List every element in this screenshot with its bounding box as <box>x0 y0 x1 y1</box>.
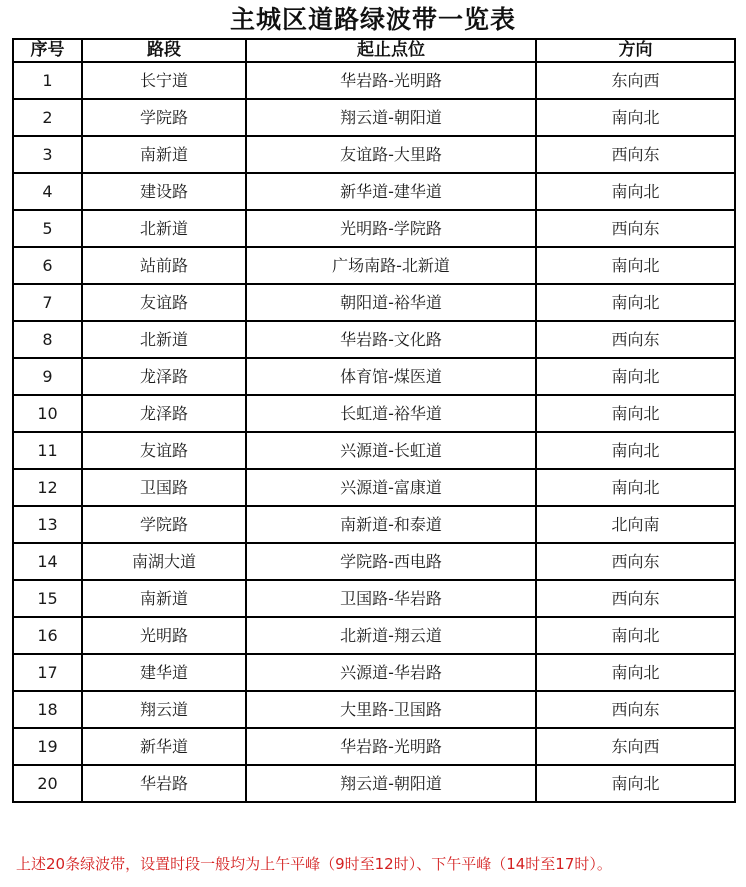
table-body <box>13 62 735 802</box>
cell-index: 20 <box>13 765 82 802</box>
cell-road: 北新道 <box>82 321 246 358</box>
cell-direction: 南向北 <box>536 654 735 691</box>
cell-road: 龙泽路 <box>82 358 246 395</box>
cell-direction: 西向东 <box>536 210 735 247</box>
table-row <box>13 765 735 802</box>
column-header-direction: 方向 <box>536 39 735 62</box>
table-row <box>13 210 735 247</box>
cell-direction: 南向北 <box>536 469 735 506</box>
table-row <box>13 469 735 506</box>
table-row <box>13 432 735 469</box>
cell-road: 翔云道 <box>82 691 246 728</box>
table-row <box>13 580 735 617</box>
cell-endpoints: 兴源道-富康道 <box>246 469 536 506</box>
cell-endpoints: 华岩路-文化路 <box>246 321 536 358</box>
cell-index: 5 <box>13 210 82 247</box>
cell-endpoints: 广场南路-北新道 <box>246 247 536 284</box>
cell-endpoints: 卫国路-华岩路 <box>246 580 536 617</box>
table-row <box>13 284 735 321</box>
cell-road: 建设路 <box>82 173 246 210</box>
column-header-road: 路段 <box>82 39 246 62</box>
cell-endpoints: 翔云道-朝阳道 <box>246 99 536 136</box>
cell-index: 8 <box>13 321 82 358</box>
cell-endpoints: 华岩路-光明路 <box>246 728 536 765</box>
cell-index: 16 <box>13 617 82 654</box>
cell-endpoints: 友谊路-大里路 <box>246 136 536 173</box>
cell-direction: 西向东 <box>536 543 735 580</box>
cell-direction: 南向北 <box>536 358 735 395</box>
footnote: 上述20条绿波带，设置时段一般均为上午平峰（9时至12时）、下午平峰（14时至17时）。 <box>16 855 612 873</box>
cell-index: 2 <box>13 99 82 136</box>
table-row <box>13 62 735 99</box>
table-row <box>13 247 735 284</box>
cell-road: 友谊路 <box>82 432 246 469</box>
cell-index: 3 <box>13 136 82 173</box>
cell-direction: 南向北 <box>536 617 735 654</box>
table-row <box>13 173 735 210</box>
cell-endpoints: 体育馆-煤医道 <box>246 358 536 395</box>
table-row <box>13 358 735 395</box>
page-title: 主城区道路绿波带一览表 <box>229 5 516 34</box>
table-row <box>13 728 735 765</box>
cell-index: 18 <box>13 691 82 728</box>
table-row <box>13 99 735 136</box>
cell-endpoints: 华岩路-光明路 <box>246 62 536 99</box>
cell-road: 新华道 <box>82 728 246 765</box>
cell-road: 南新道 <box>82 136 246 173</box>
cell-index: 19 <box>13 728 82 765</box>
cell-road: 站前路 <box>82 247 246 284</box>
cell-endpoints: 朝阳道-裕华道 <box>246 284 536 321</box>
table-row <box>13 543 735 580</box>
cell-direction: 南向北 <box>536 173 735 210</box>
cell-endpoints: 北新道-翔云道 <box>246 617 536 654</box>
cell-road: 学院路 <box>82 506 246 543</box>
column-header-endpoints: 起止点位 <box>246 39 536 62</box>
table-row <box>13 395 735 432</box>
cell-endpoints: 兴源道-长虹道 <box>246 432 536 469</box>
cell-index: 15 <box>13 580 82 617</box>
cell-road: 南新道 <box>82 580 246 617</box>
cell-direction: 东向西 <box>536 728 735 765</box>
cell-index: 10 <box>13 395 82 432</box>
table-row <box>13 506 735 543</box>
table-row <box>13 321 735 358</box>
column-header-index: 序号 <box>13 39 82 62</box>
cell-index: 17 <box>13 654 82 691</box>
cell-endpoints: 大里路-卫国路 <box>246 691 536 728</box>
cell-road: 南湖大道 <box>82 543 246 580</box>
cell-direction: 东向西 <box>536 62 735 99</box>
cell-direction: 南向北 <box>536 284 735 321</box>
cell-endpoints: 兴源道-华岩路 <box>246 654 536 691</box>
cell-index: 14 <box>13 543 82 580</box>
cell-road: 北新道 <box>82 210 246 247</box>
table-row <box>13 691 735 728</box>
table-row <box>13 617 735 654</box>
cell-direction: 南向北 <box>536 765 735 802</box>
cell-direction: 西向东 <box>536 136 735 173</box>
cell-road: 学院路 <box>82 99 246 136</box>
cell-index: 13 <box>13 506 82 543</box>
cell-direction: 西向东 <box>536 580 735 617</box>
cell-endpoints: 新华道-建华道 <box>246 173 536 210</box>
cell-index: 1 <box>13 62 82 99</box>
cell-index: 4 <box>13 173 82 210</box>
cell-road: 友谊路 <box>82 284 246 321</box>
green-wave-table <box>12 38 736 803</box>
cell-endpoints: 南新道-和泰道 <box>246 506 536 543</box>
cell-road: 建华道 <box>82 654 246 691</box>
cell-direction: 西向东 <box>536 691 735 728</box>
cell-direction: 北向南 <box>536 506 735 543</box>
cell-road: 卫国路 <box>82 469 246 506</box>
cell-direction: 南向北 <box>536 247 735 284</box>
table-row <box>13 136 735 173</box>
cell-direction: 西向东 <box>536 321 735 358</box>
cell-index: 9 <box>13 358 82 395</box>
cell-road: 龙泽路 <box>82 395 246 432</box>
cell-endpoints: 翔云道-朝阳道 <box>246 765 536 802</box>
cell-index: 6 <box>13 247 82 284</box>
cell-endpoints: 学院路-西电路 <box>246 543 536 580</box>
cell-direction: 南向北 <box>536 99 735 136</box>
cell-index: 7 <box>13 284 82 321</box>
cell-endpoints: 长虹道-裕华道 <box>246 395 536 432</box>
cell-index: 12 <box>13 469 82 506</box>
cell-direction: 南向北 <box>536 395 735 432</box>
cell-index: 11 <box>13 432 82 469</box>
cell-road: 华岩路 <box>82 765 246 802</box>
table-row <box>13 654 735 691</box>
table-header-row <box>13 39 735 62</box>
cell-endpoints: 光明路-学院路 <box>246 210 536 247</box>
cell-direction: 南向北 <box>536 432 735 469</box>
cell-road: 光明路 <box>82 617 246 654</box>
cell-road: 长宁道 <box>82 62 246 99</box>
